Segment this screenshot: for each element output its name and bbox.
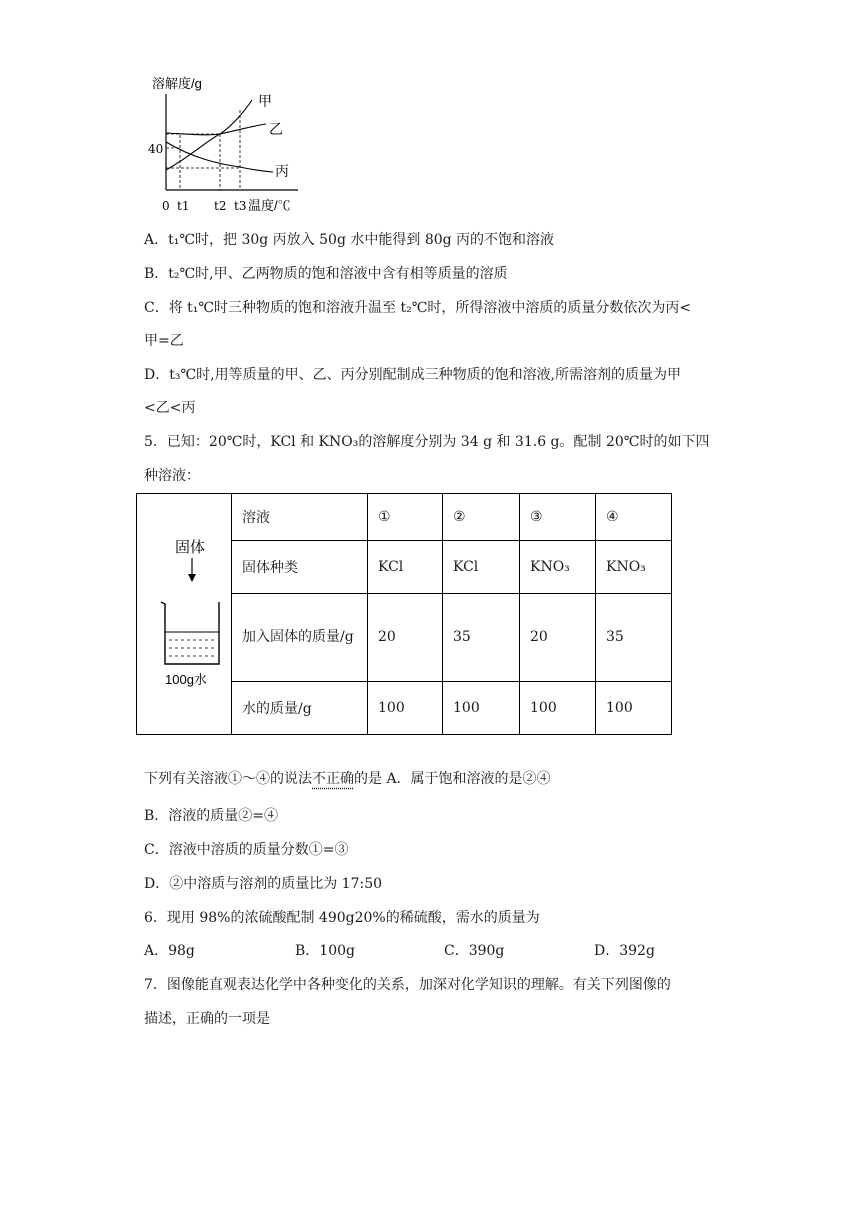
table-cell: 35 (443, 594, 520, 682)
q4-option-d-line1: D．t₃℃时,用等质量的甲、乙、丙分别配制成三种物质的饱和溶液,所需溶剂的质量为甲 (144, 367, 682, 383)
solubility-graph (148, 72, 308, 218)
table-cell: ③ (520, 494, 596, 541)
q5-option-b: B．溶液的质量②=④ (144, 808, 279, 824)
q4-option-a: A．t₁℃时，把 30g 丙放入 50g 水中能得到 80g 丙的不饱和溶液 (144, 232, 555, 248)
q5-question-stem (144, 769, 551, 789)
q5-stem-line1: 5．已知：20℃时，KCl 和 KNO₃的溶解度分别为 34 g 和 31.6 g。配制 20℃时的如下四 (144, 434, 710, 450)
table-cell: ① (368, 494, 443, 541)
table-cell: 35 (596, 594, 672, 682)
q4-option-b: B．t₂℃时,甲、乙两物质的饱和溶液中含有相等质量的溶质 (144, 266, 508, 282)
beaker-figure (137, 494, 231, 730)
q4-option-c-line1: C．将 t₁℃时三种物质的饱和溶液升温至 t₂℃时，所得溶液中溶质的质量分数依次为丙< (144, 300, 692, 316)
curve-label-bing: 丙 (275, 164, 289, 180)
x-tick-t2: t2 (214, 199, 227, 213)
q5-table (136, 493, 672, 735)
table-cell: 100 (368, 681, 443, 734)
q7-stem-line1: 7．图像能直观表达化学中各种变化的关系，加深对化学知识的理解。有关下列图像的 (144, 977, 671, 993)
q6-option-c: C．390g (444, 943, 505, 959)
curve-label-jia: 甲 (258, 94, 272, 110)
beaker-figure-cell (137, 494, 232, 735)
curve-yi (166, 124, 266, 135)
x-tick-0: 0 (162, 199, 170, 213)
q4-option-c-line2: 甲=乙 (144, 333, 184, 349)
q6-option-d: D．392g (594, 943, 655, 959)
water-label: 100g水 (165, 672, 207, 687)
table-cell: ④ (596, 494, 672, 541)
q5-stem-post: 的是 A．属于饱和溶液的是②④ (354, 771, 551, 787)
x-tick-t1: t1 (177, 199, 190, 213)
y-tick-40: 40 (148, 142, 164, 156)
q4-option-d-line2: <乙<丙 (144, 400, 196, 416)
q5-stem-line2: 种溶液： (144, 468, 200, 484)
arrow-head-icon (188, 574, 196, 582)
x-tick-t3: t3 (234, 199, 247, 213)
table-cell: 100 (520, 681, 596, 734)
table-row-label: 加入固体的质量/g (232, 594, 368, 682)
table-cell: 100 (596, 681, 672, 734)
graph-xlabel: 温度/℃ (248, 198, 291, 213)
q6-stem: 6．现用 98%的浓硫酸配制 490g20%的稀硫酸，需水的质量为 (144, 910, 540, 926)
q7-stem-line2: 描述，正确的一项是 (144, 1011, 270, 1027)
table-cell: 100 (443, 681, 520, 734)
q5-option-c: C．溶液中溶质的质量分数①=③ (144, 842, 349, 858)
table-cell: KNO₃ (596, 540, 672, 593)
beaker-icon (161, 602, 219, 664)
table-cell: 20 (520, 594, 596, 682)
table-row-label: 水的质量/g (232, 681, 368, 734)
table-cell: KNO₃ (520, 540, 596, 593)
table-cell: KCl (368, 540, 443, 593)
table-row-label: 固体种类 (232, 540, 368, 593)
table-cell: 20 (368, 594, 443, 682)
q6-option-b: B．100g (295, 943, 355, 959)
curve-label-yi: 乙 (269, 122, 283, 138)
table-cell: KCl (443, 540, 520, 593)
curve-bing (166, 142, 273, 172)
graph-ylabel: 溶解度/g (152, 76, 202, 91)
q5-option-d: D．②中溶质与溶剂的质量比为 17:50 (144, 876, 383, 892)
q5-stem-emphasis: 不正确 (312, 771, 354, 787)
table-header-label: 溶液 (232, 494, 368, 541)
table-cell: ② (443, 494, 520, 541)
q6-option-a: A．98g (144, 943, 195, 959)
q5-stem-pre: 下列有关溶液①～④的说法 (144, 771, 312, 787)
solid-label: 固体 (175, 539, 206, 556)
